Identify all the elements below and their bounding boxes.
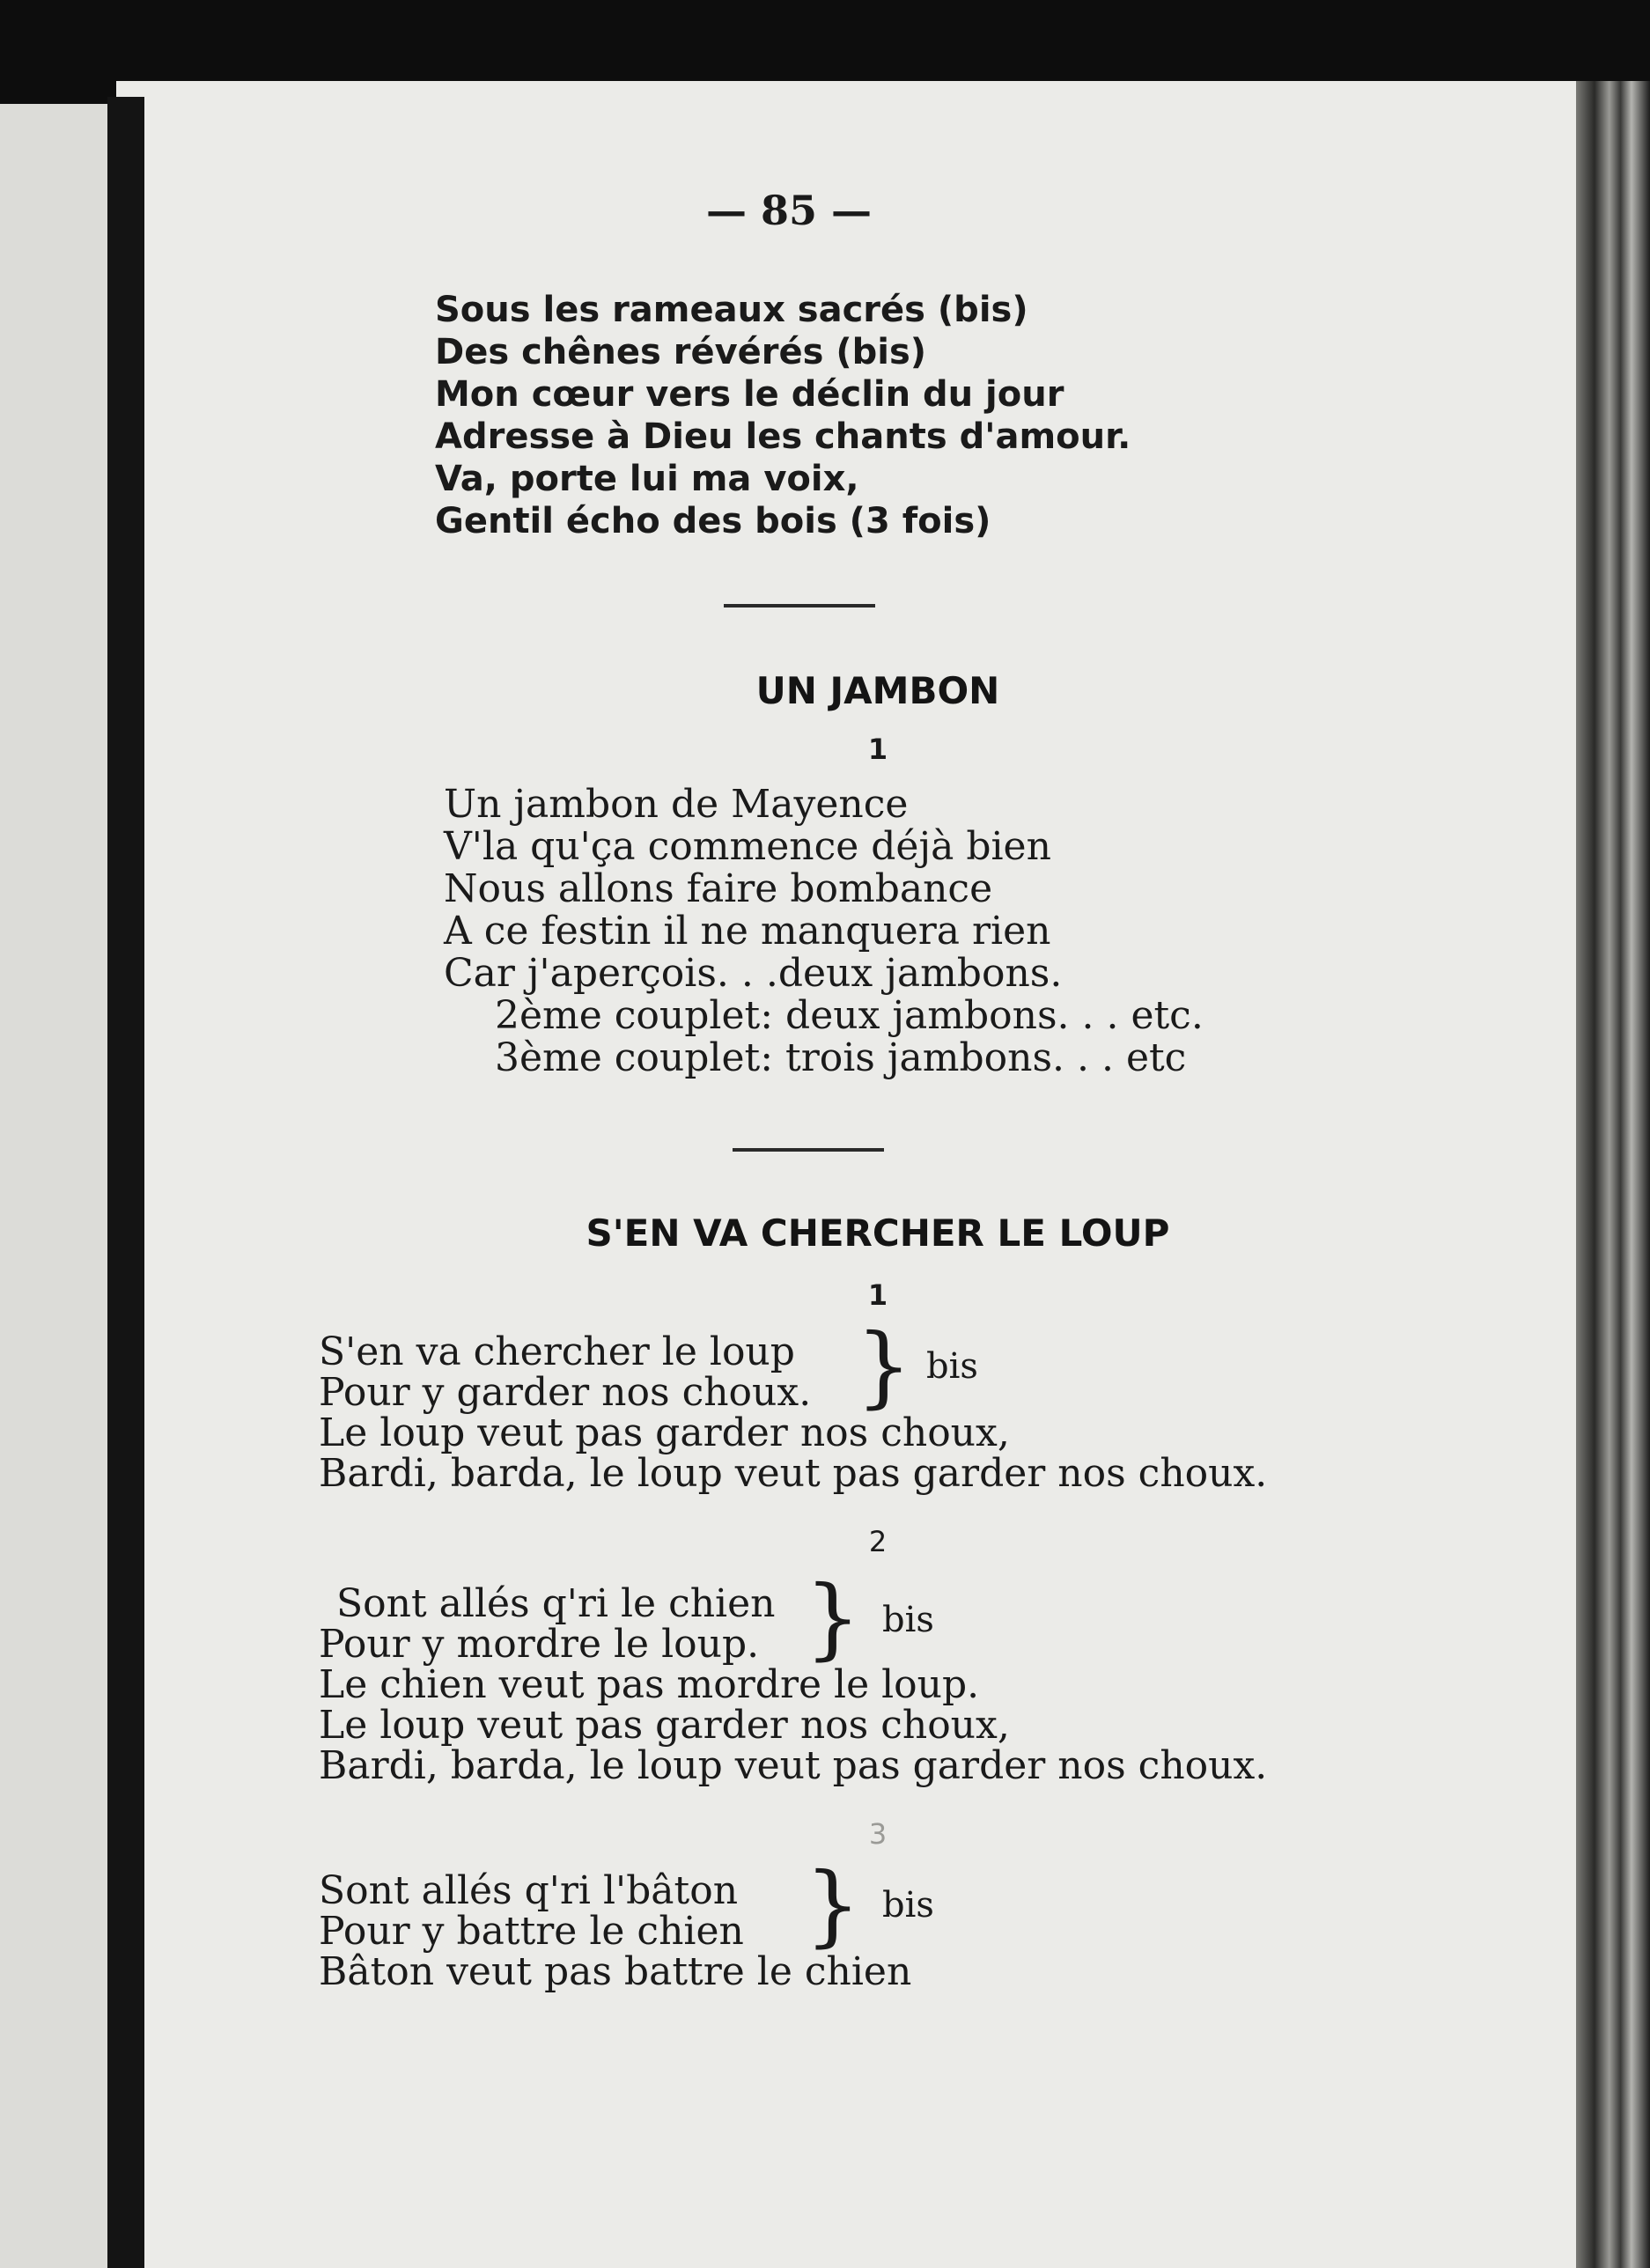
book-page xyxy=(116,81,1604,2268)
lyric-line: Le chien veut pas mordre le loup. xyxy=(319,1662,980,1707)
repeat-mark: bis xyxy=(926,1346,978,1387)
page-number: — 85 — xyxy=(706,187,873,234)
verse-line: Va, porte lui ma voix, xyxy=(435,459,859,499)
repeat-brace: } xyxy=(856,1314,912,1418)
verse-line: Adresse à Dieu les chants d'amour. xyxy=(435,416,1131,457)
stanza-number: 1 xyxy=(867,733,888,766)
lyric-line: Sont allés q'ri l'bâton xyxy=(319,1868,739,1913)
lyric-line: Le loup veut pas garder nos choux, xyxy=(319,1703,1010,1748)
lyric-line: 2ème couplet: deux jambons. . . etc. xyxy=(495,993,1204,1038)
lyric-line: V'la qu'ça commence déjà bien xyxy=(444,824,1051,869)
lyric-line: Pour y garder nos choux. xyxy=(319,1370,812,1415)
lyric-line: Pour y battre le chien xyxy=(319,1909,744,1954)
book-spine xyxy=(107,97,144,2268)
verse-line: Des chênes révérés (bis) xyxy=(435,332,927,372)
lyric-line: Bâton veut pas battre le chien xyxy=(319,1949,912,1994)
lyric-line: Le loup veut pas garder nos choux, xyxy=(319,1410,1010,1455)
lyric-line: A ce festin il ne manquera rien xyxy=(444,909,1051,954)
lyric-line: S'en va chercher le loup xyxy=(319,1329,795,1374)
repeat-mark: bis xyxy=(882,1600,934,1640)
stanza-number: 1 xyxy=(867,1278,888,1312)
repeat-mark: bis xyxy=(882,1885,934,1926)
repeat-brace: } xyxy=(805,1566,861,1669)
lyric-line: Pour y mordre le loup. xyxy=(319,1622,760,1667)
lyric-line: Car j'aperçois. . .deux jambons. xyxy=(444,951,1063,996)
verse-line: Sous les rameaux sacrés (bis) xyxy=(435,290,1028,330)
lyric-line: Sont allés q'ri le chien xyxy=(336,1581,776,1626)
facing-page-edge xyxy=(0,104,107,2268)
lyric-line: Nous allons faire bombance xyxy=(444,866,993,911)
song-title: UN JAMBON xyxy=(755,669,1000,712)
stanza-number: 3 xyxy=(868,1817,888,1851)
lyric-line: Bardi, barda, le loup veut pas garder nos choux. xyxy=(319,1743,1268,1788)
lyric-line: Un jambon de Mayence xyxy=(444,782,909,827)
repeat-brace: } xyxy=(805,1853,861,1956)
song-title: S'EN VA CHERCHER LE LOUP xyxy=(586,1211,1170,1255)
lyric-line: Bardi, barda, le loup veut pas garder nos choux. xyxy=(319,1451,1268,1496)
section-divider xyxy=(733,1148,884,1152)
stanza-number: 2 xyxy=(868,1525,888,1558)
page-stack-edge xyxy=(1576,81,1650,2268)
section-divider xyxy=(724,604,875,608)
verse-line: Gentil écho des bois (3 fois) xyxy=(435,501,991,541)
verse-line: Mon cœur vers le déclin du jour xyxy=(435,374,1064,415)
lyric-line: 3ème couplet: trois jambons. . . etc xyxy=(495,1035,1187,1080)
